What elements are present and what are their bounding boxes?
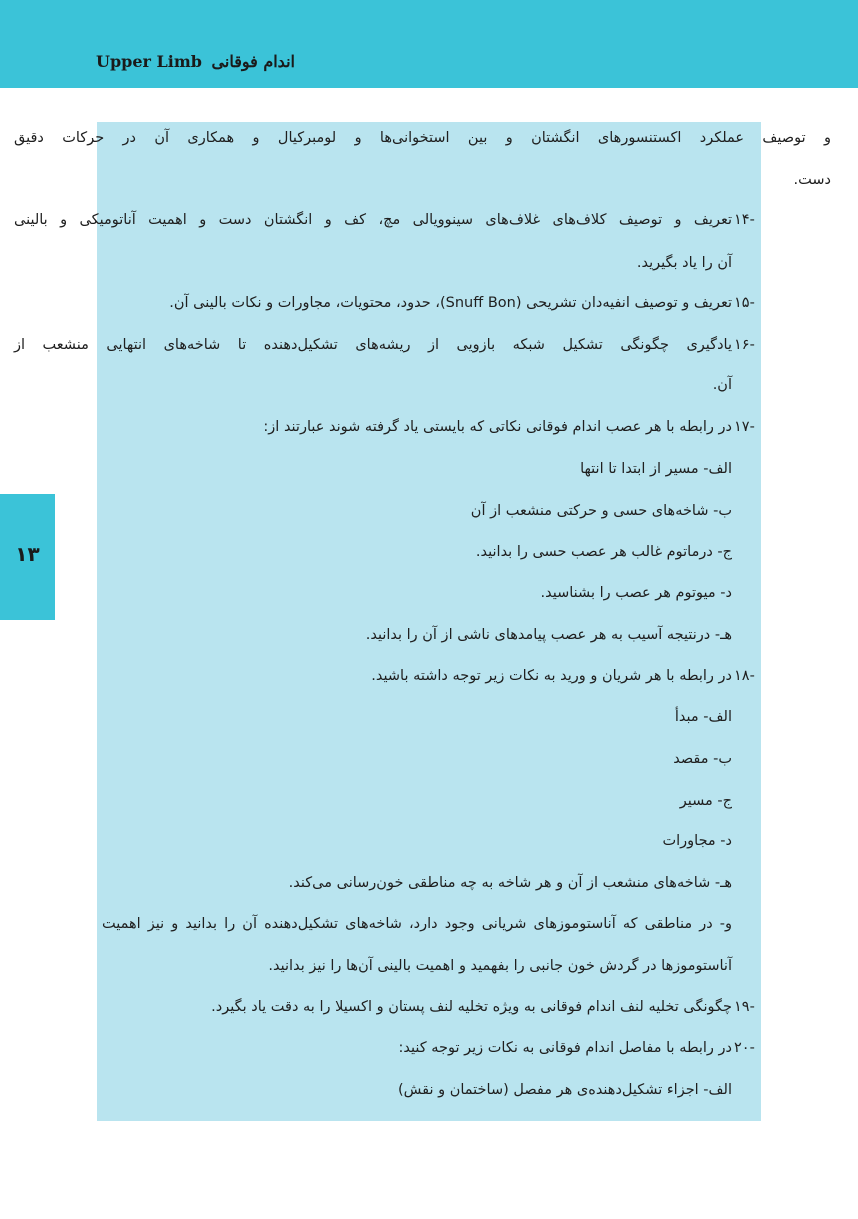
text-line-4: آن را یاد بگیرید.: [636, 255, 732, 271]
text-line-5: تعریف و توصیف انفیه‌دان تشریحی (Snuff Bon)، حدود، محتویات، مجاورات و نکات بالینی آن.: [169, 295, 732, 311]
item-number-20: -۲۰: [734, 1040, 755, 1056]
text-line-6: یادگیری چگونگی تشکیل شبکه بازویی از ریشه‌های تشکیل‌دهنده تا شاخه‌های انتهایی منشعب از: [14, 337, 732, 353]
header-band: [0, 0, 858, 88]
text-line-18: د- مجاورات: [662, 833, 732, 849]
item-number-17: -۱۷: [734, 419, 755, 435]
text-line-14: در رابطه با هر شریان و ورید به نکات زیر توجه داشته باشید.: [371, 668, 732, 684]
text-line-17: ج- مسیر: [679, 793, 732, 809]
item-number-14: -۱۴: [734, 212, 755, 228]
text-line-23: در رابطه با مفاصل اندام فوقانی به نکات زیر توجه کنید:: [398, 1040, 732, 1056]
text-line-24: الف- اجزاء تشکیل‌دهنده‌ی هر مفصل (ساختمان و نقش): [398, 1082, 732, 1098]
text-line-7: آن.: [712, 377, 732, 393]
page-number-tab: [0, 494, 55, 620]
text-line-21: آناستوموزها در گردش خون جانبی را بفهمید و اهمیت بالینی آن‌ها را نیز بدانید.: [268, 958, 732, 974]
text-line-8: در رابطه با هر عصب اندام فوقانی نکاتی که بایستی یاد گرفته شوند عبارتند از:: [263, 419, 732, 435]
item-number-15: -۱۵: [734, 295, 755, 311]
page-number: ۱۳: [15, 542, 40, 566]
text-line-1: و توصیف عملکرد اکستنسورهای انگشتان و بین استخوانی‌ها و لومبرکیال و همکاری آن در حرکات دقیق: [14, 130, 831, 146]
text-line-10: ب- شاخه‌های حسی و حرکتی منشعب از آن: [470, 503, 732, 519]
item-number-19: -۱۹: [734, 999, 755, 1015]
text-line-20: و- در مناطقی که آناستوموزهای شریانی وجود دارد، شاخه‌های تشکیل‌دهنده آن را بدانید و نیز اهمیت: [102, 916, 732, 932]
header-title-fa: اندام فوقانی: [211, 52, 295, 71]
item-number-18: -۱۸: [734, 668, 755, 684]
text-line-16: ب- مقصد: [673, 751, 732, 767]
text-line-9: الف- مسیر از ابتدا تا انتها: [580, 461, 732, 477]
text-line-13: هـ- درنتیجه آسیب به هر عصب پیامدهای ناشی از آن را بدانید.: [365, 627, 732, 643]
page-header-title: [96, 52, 295, 71]
text-line-22: چگونگی تخلیه لنف اندام فوقانی به ویژه تخلیه لنف پستان و اکسیلا را به دقت یاد بگیرد.: [211, 999, 732, 1015]
text-line-12: د- میوتوم هر عصب را بشناسید.: [540, 585, 732, 601]
text-line-2: دست.: [793, 172, 831, 188]
header-title-en: Upper Limb: [96, 52, 202, 71]
text-line-11: ج- درماتوم غالب هر عصب حسی را بدانید.: [475, 544, 732, 560]
text-line-15: الف- مبدأ: [674, 709, 732, 725]
text-line-19: هـ- شاخه‌های منشعب از آن و هر شاخه به چه مناطقی خون‌رسانی می‌کند.: [288, 875, 732, 891]
text-line-3: تعریف و توصیف کلاف‌های غلاف‌های سینوویالی مچ، کف و انگشتان دست و اهمیت آناتومیکی و بالینی: [14, 212, 732, 228]
item-number-16: -۱۶: [734, 337, 755, 353]
